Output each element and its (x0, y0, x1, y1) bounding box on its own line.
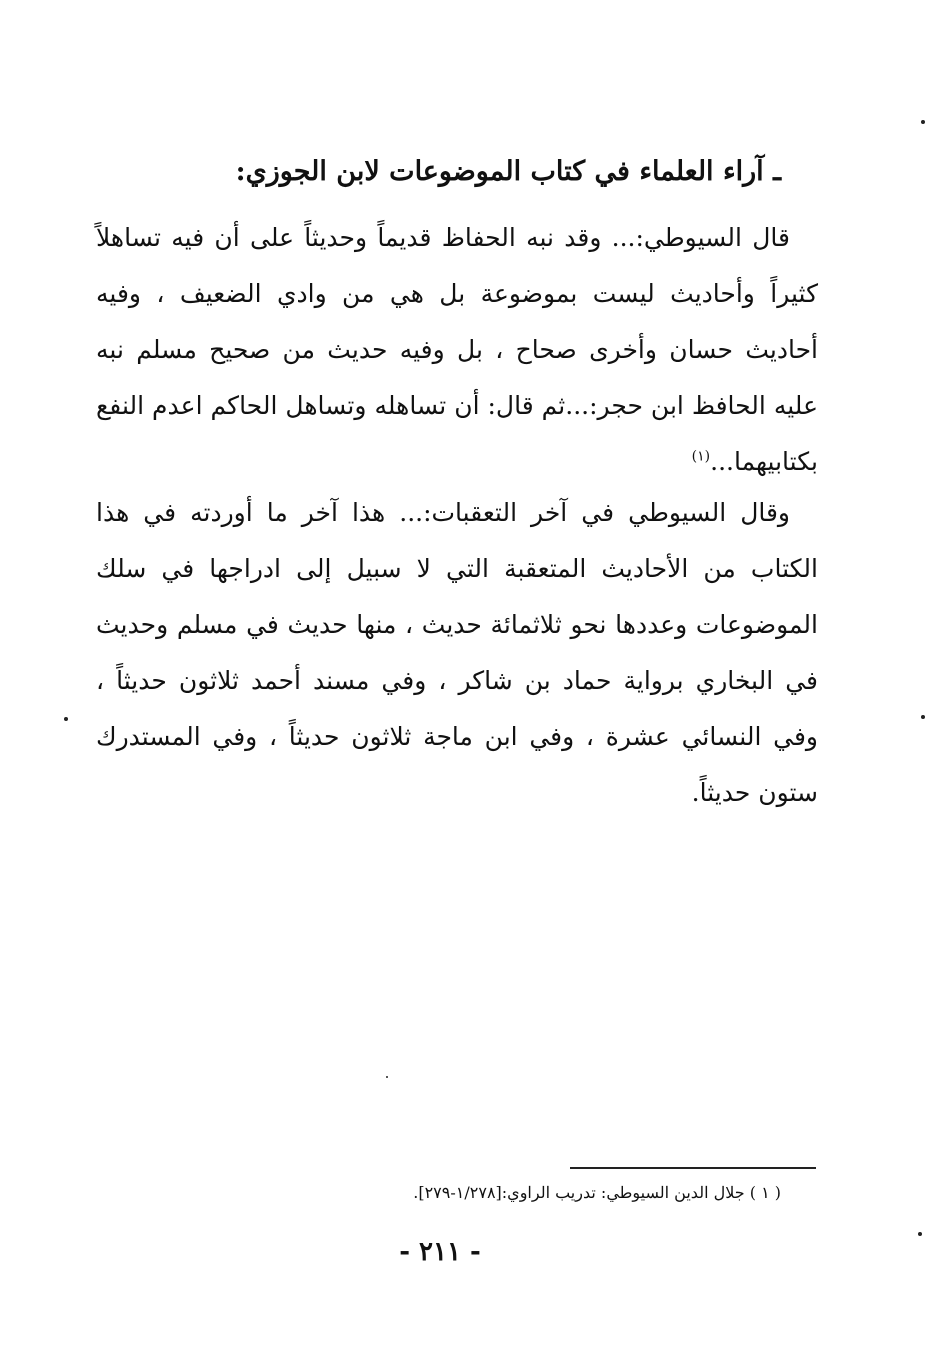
paragraph-taaqqubat-quote: وقال السيوطي في آخر التعقبات:... هذا آخر ما أوردته في هذا الكتاب من الأحاديث المتعقبة التي لا سبيل إلى ادراجها في سلك الموضوعات وعددها نحو ثلاثمائة حديث ، منها حديث في مسلم وحديث في البخاري برواية حماد بن شاكر ، وفي مسند أحمد ثلاثون حديثاً ، وفي النسائي عشرة ، وفي ابن ماجة ثلاثون حديثاً ، وفي المستدرك ستون حديثاً. (96, 498, 818, 807)
scan-speck (64, 717, 68, 721)
scan-speck (386, 1076, 388, 1078)
paragraph-suyuti-quote (96, 210, 818, 490)
section-heading: ـ آراء العلماء في كتاب الموضوعات لابن الجوزي: (235, 156, 781, 187)
scan-speck (921, 715, 925, 719)
scan-speck (921, 120, 925, 124)
page-number: - ٢١١ - (399, 1237, 481, 1267)
paragraph-1-text: قال السيوطي:... وقد نبه الحفاظ قديماً وحديثاً على أن فيه تساهلاً كثيراً وأحاديث ليست بموضوعة بل هي من وادي الضعيف ، وفيه أحاديث حسان وأخرى صحاح ، بل وفيه حديث من صحيح مسلم نبه عليه الحافظ ابن حجر:...ثم قال: أن تساهله وتساهل الحاكم اعدم النفع بكتابيهما... (96, 223, 818, 476)
footnote: ( ١ ) جلال الدين السيوطي: تدريب الراوي:[١/٢٧٨-٢٧٩]. (413, 1183, 781, 1202)
scan-speck (918, 1232, 922, 1236)
footnote-reference: (١) (691, 448, 711, 465)
footnote-divider (570, 1167, 816, 1169)
